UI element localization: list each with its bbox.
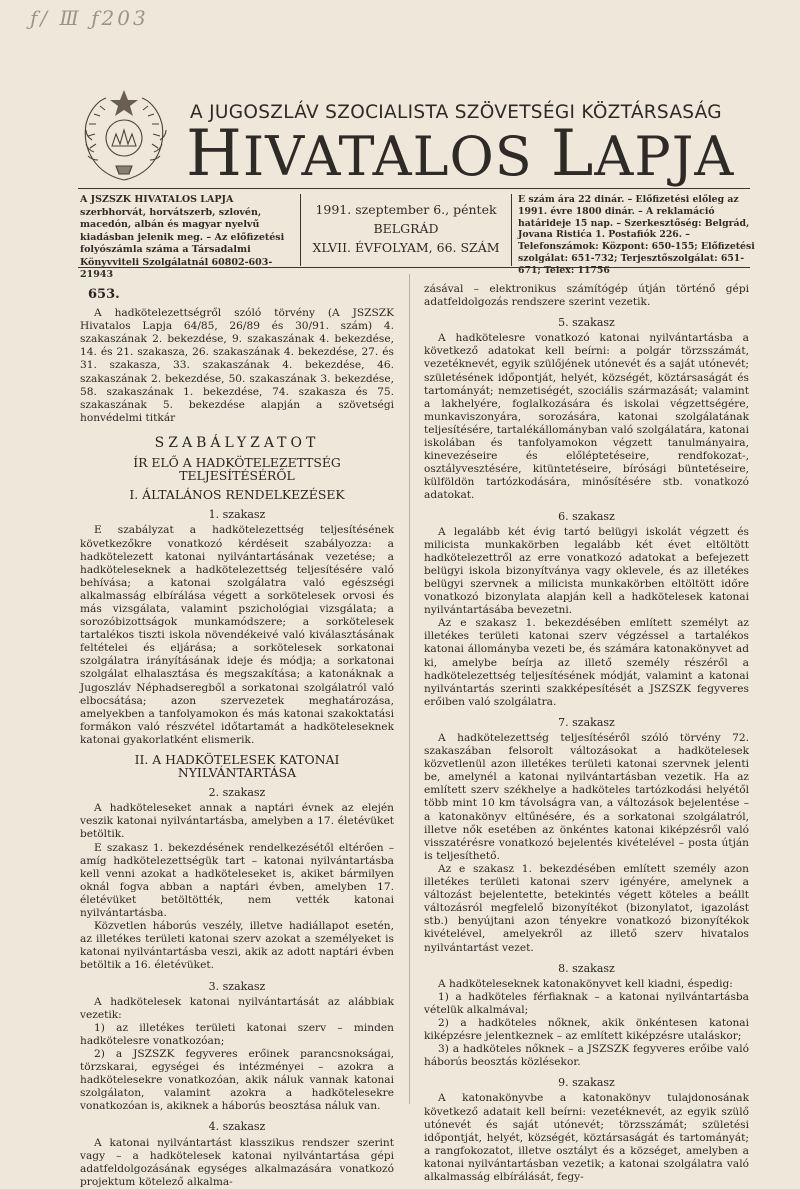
left-column — [80, 278, 394, 1189]
right-column — [424, 283, 749, 1184]
paragraph: 1) a hadköteles férfiaknak – a katonai nyilvántartásba vételük alkalmával; — [424, 990, 749, 1016]
paragraph: E szakasz 1. bekezdésének rendelkezésétől eltérően – amíg hadkötelezettségük tart – katonai nyilvántartásba kell venni azokat a hadköteleseket is, akiket bármilyen oknál fogva abban a naptári évben, amelyben 17. életévüket betöltötték, nem vették katonai nyilvántartásba. — [80, 841, 394, 920]
issue-date: 1991. szeptember 6., péntek — [315, 202, 497, 217]
paragraph: E szabályzat a hadkötelezettség teljesítésének következőkre vonatkozó kérdéseit szabályozza: a hadkötelezett katonai nyilvántartásának vezetése; a hadköteleseknek a hadkötelezettség teljesítésére való behívása; a katonai szolgálatra való egészségi alkalmasság elbírálása végett a sorkötelesek orvosi és más vizsgálata, valamint pszichológiai vizsgálata; a sorozóbizottságok munkamódszere; a sorkötelesek tartalékos tiszti iskola növendékeivé való kiválasztásának feltételei és eljárása; a sorkötelesek sorkatonai szolgálatra irányításának ideje és módja; a sorkatonai szolgálat elhalasztása és megszakítása; a katonáknak a Jugoszláv Néphadseregből a sorkatonai szolgálatról való elbocsátása; azon szervezetek meghatározása, amelyekben a tanfolyamokon és más katonai szakoktatási formákon való részvétel időtartamát a hadköteleseknek katonai gyakorlatként elismerik. — [80, 524, 394, 746]
paragraph: A katonakönyvbe a katonakönyv tulajdonosának következő adatait kell beírni: vezetéknevét, az egyik szülő utónevét és saját utónevét; törzsszámát; születési időpontját, helyét, községét, köztársaságát és tartományát; a rangfokozatot, illetve osztályt és a községet, amelyben a katonai nyilvántartásban vezetik; a katonai szolgálatra való alkalmasság elbírálását, fegy- — [424, 1092, 749, 1183]
chapter-heading-1: I. ÁLTALÁNOS RENDELKEZÉSEK — [129, 487, 345, 503]
paragraph: A hadkötelesek katonai nyilvántartását az alábbiak vezetik: — [80, 995, 394, 1021]
article-heading: 9. szakasz — [558, 1076, 615, 1090]
article-heading: 6. szakasz — [558, 509, 615, 523]
issue-city: BELGRÁD — [373, 221, 439, 236]
article-heading: 8. szakasz — [558, 961, 615, 975]
handwritten-note: ƒ/ Ⅲ ƒ203 — [30, 6, 149, 30]
header-issue-info — [300, 194, 512, 266]
article-heading: 5. szakasz — [558, 316, 615, 330]
paragraph: 2) a hadköteles nőknek, akik önkéntesen katonai kiképzésre jelentkeznek – az említett kiképzésre utaláskor; — [424, 1016, 749, 1043]
header-price-contact-info: E szám ára 22 dinár. – Előfizetési előleg az 1991. évre 1800 dinár. – A reklamáció határideje 15 nap. – Szerkesztőség: Belgrád, Jovana Ristića 1. Postafiók 226. – Telefonszámok: Központ: 650-155; Előfizetési szolgálat: 651-732; Terjesztőszolgálat: 651-671; Telex: 11756 — [518, 194, 755, 276]
paragraph: 3) a hadköteles nőknek – a JSZSZK fegyveres erőibe való háborús beosztás közlésekor. — [424, 1043, 749, 1069]
paragraph: A hadköteleseknek katonakönyvet kell kiadni, éspedig: — [438, 977, 733, 990]
article-heading: 2. szakasz — [208, 786, 266, 800]
section-number: 653. — [88, 287, 120, 302]
state-emblem-icon — [76, 88, 172, 186]
article-heading: 3. szakasz — [208, 979, 266, 993]
masthead-title: HIVATALOS LAPJA — [186, 117, 735, 191]
issue-number: XLVII. ÉVFOLYAM, 66. SZÁM — [312, 240, 500, 255]
paragraph: Közvetlen háborús veszély, illetve hadiállapot esetén, az illetékes területi katonai szerv azokat a személyeket is katonai nyilvántartásba veszi, akik az adott naptári évben betöltik a 16. életévüket. — [80, 920, 394, 972]
paragraph: 2) a JSZSZK fegyveres erőinek parancsnokságai, törzskarai, egységei és intézményei – azokra a hadkötelesekre vonatkozóan, akik náluk vannak katonai szolgálaton, valamint azokra a hadkötelesekre vonatkozóan is, akiknek a háborús beosztása náluk van. — [80, 1047, 394, 1113]
paragraph: A hadkötelesre vonatkozó katonai nyilvántartásba a következő adatokat kell beírni: a polgár törzsszámát, vezetéknevét, egyik szülőjének utónevét és a saját utónevét; születésének időpontját, helyét, községét, köztársaságát és tartományát; nemzetiségét, szociális származását; valamint a lakhelyére, foglalkozására és iskolai végzettségére, munkaviszonyára, sorozására, katonai szolgálatának teljesítésére, tartalékállományban való szolgálatára, katonai iskolában és tanfolyamokon végzett tanulmányaira, kinevezéseire és előléptetéseire, rendfokozat-, osztályvesztésére, kitüntetéseire, bírósági büntetéseire, külföldön tartózkodására, minősítésére stb. vonatkozó adatokat. — [424, 332, 749, 502]
article-heading: 4. szakasz — [208, 1120, 266, 1134]
article-heading: 1. szakasz — [208, 508, 266, 522]
paragraph: zásával – elektronikus számítógép útján történő gépi adatfeldolgozás rendszere szerint vezetik. — [424, 283, 749, 309]
paragraph: Az e szakasz 1. bekezdésében említett személy azon illetékes területi katonai szerv igényére, amelynek a változást bejelentette, betekintés végett köteles a beállt változásról megfelelő bizonyítékot (bizonylatot, igazolást stb.) benyújtani azon tényekre vonatkozó bizonyítékok kivételével, amelyekről az illető szerv hivatalos nyilvántartást vezet. — [424, 862, 749, 954]
header-publication-info: A JSZSZK HIVATALOS LAPJA szerbhorvát, horvátszerb, szlovén, macedón, albán és magyar nyelvű kiadásban jelenik meg. – Az előfizetési folyószámla száma a Társadalmi Könyvviteli Szolgálatnál 60802-603-21943 — [80, 194, 285, 280]
chapter-heading-2: II. A HADKÖTELESEK KATONAI NYILVÁNTARTÁSA — [134, 752, 340, 781]
republic-name: A JUGOSZLÁV SZOCIALISTA SZÖVETSÉGI KÖZTÁRSASÁG — [190, 102, 722, 123]
intro-paragraph: A hadkötelezettségről szóló törvény (A JSZSZK Hivatalos Lapja 64/85, 26/89 és 30/91. szám) 4. szakaszának 2. bekezdése, 9. szakaszának 4. bekezdése, 14. és 21. szakasza, 26. szakaszának 4. bekezdése, 27. és 31. szakasza, 33. szakaszának 4. bekezdése, 46. szakaszának 2. bekezdése, 50. szakaszának 3. bekezdése, 58. szakaszának 1. bekezdése, 74. szakasza és 75. szakaszának 5. bekezdése alapján a szövetségi honvédelmi titkár — [80, 307, 394, 424]
article-heading: 7. szakasz — [558, 715, 615, 729]
paragraph: A hadköteleseket annak a naptári évnek az elején veszik katonai nyilvántartásba, amelyben a 17. életévüket betöltik. — [80, 802, 394, 841]
paragraph: Az e szakasz 1. bekezdésében említett személyt az illetékes területi katonai szerv végzéssel a tartalékos katonai állományba vezeti be, és számára katonakönyvet ad ki, amelybe beírja az illető személy részéről a hadkötelezettség teljesítésének módját, valamint a katonai nyilvántartás szerinti szakképesítését a JSZSZK fegyveres erőiben való szolgálatra. — [424, 617, 749, 708]
column-separator — [409, 274, 410, 1104]
paragraph: 1) az illetékes területi katonai szerv – minden hadkötelesre vonatkozóan; — [80, 1021, 394, 1047]
document-subtitle: ÍR ELŐ A HADKÖTELEZETTSÉG TELJESÍTÉSÉRŐL — [133, 455, 341, 484]
paragraph: A legalább két évig tartó belügyi iskolát végzett és milicista munkakörben legalább két évet eltöltött hadkötelezettről az erre vonatkozó adatokat a befejezett belügyi iskola bizonyítványa vagy oklevele, és az illetékes belügyi szervnek a milicista munkakörben eltöltött időre vonatkozó bizonylata alapján kell a hadkötelesek katonai nyilvántartásába bevezetni. — [424, 525, 749, 617]
header-rule-bottom — [78, 267, 750, 268]
paragraph: A katonai nyilvántartást klasszikus rendszer szerint vagy – a hadkötelesek katonai nyilvántartása gépi adatfeldolgozásának egységes alkalmazására vonatkozó projektum kötelező alkalma- — [80, 1136, 394, 1188]
header-rule-top — [78, 188, 750, 189]
paragraph: A hadkötelezettség teljesítéséről szóló törvény 72. szakaszában felsorolt változásokat a hadkötelesek közvetlenül azon illetékes területi katonai szervnek jelenti be, amelynél a katonai nyilvántartásban vezetik. Ha az említett szerv székhelye a hadköteles tartózkodási helyétől több mint 10 km távolságra van, a változások bejelentése – a katonakönyv eltűnésére, és a sorkatonai szolgálatról, illetve nők esetében az önkéntes katonai kiképzésről való visszatérésre vonatkozó bejelentés kivételével – posta útján is teljesíthető. — [424, 732, 749, 862]
document-title: SZABÁLYZATOT — [154, 434, 320, 451]
